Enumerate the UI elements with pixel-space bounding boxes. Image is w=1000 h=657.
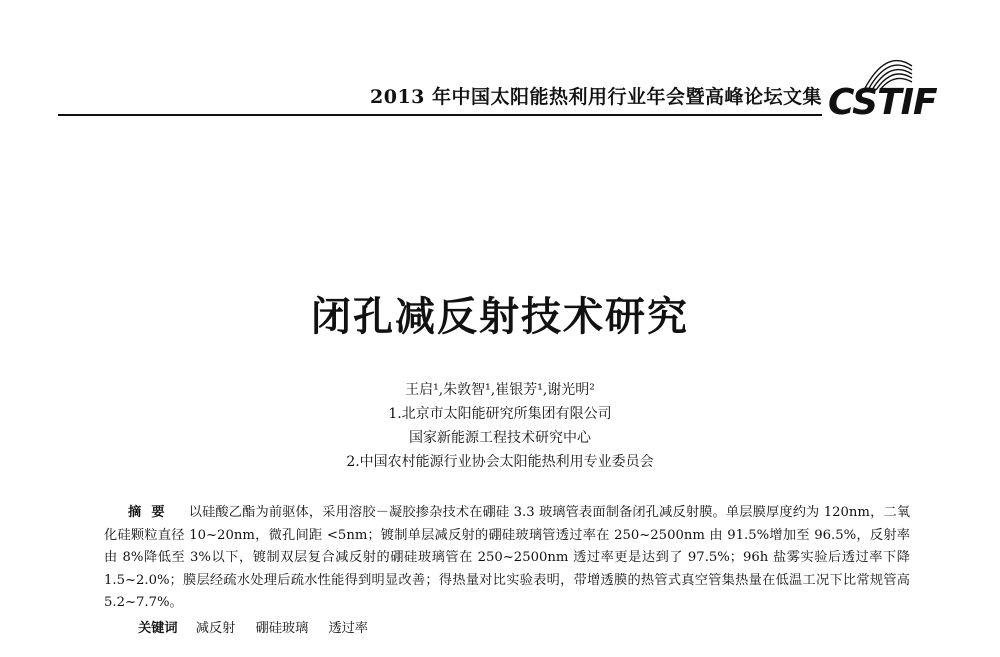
keywords-label: 关键词 — [138, 621, 178, 636]
proceedings-title: 2013 年中国太阳能热利用行业年会暨高峰论坛文集 — [370, 86, 822, 108]
cstif-logo — [826, 52, 956, 124]
keyword-item: 减反射 — [195, 621, 236, 636]
keyword-item: 硼硅玻璃 — [255, 621, 309, 636]
authors: 王启¹,朱敦智¹,崔银芳¹,谢光明² — [405, 382, 595, 398]
abstract-label: 摘要 — [128, 505, 175, 520]
affiliation-1: 1.北京市太阳能研究所集团有限公司 — [388, 406, 612, 422]
abstract — [104, 502, 910, 615]
keyword-item: 透过率 — [328, 621, 369, 636]
logo-text: CSTIF — [828, 82, 937, 123]
affiliation-3: 2.中国农村能源行业协会太阳能热利用专业委员会 — [346, 454, 654, 470]
header-rule — [58, 114, 822, 116]
paper-title: 闭孔减反射技术研究 — [311, 293, 689, 340]
keywords — [138, 617, 384, 636]
abstract-text: 以硅酸乙酯为前驱体，采用溶胶－凝胶掺杂技术在硼硅 3.3 玻璃管表面制备闭孔减反射膜。单层膜厚度约为 120nm，二氧化硅颗粒直径 10~20nm，微孔间距 <5nm；镀制单层减反射的硼硅玻璃管透过率在 250~2500nm 由 91.5%增加至 96.5%，反射率由 8%降低至 3%以下，镀制双层复合减反射的硼硅玻璃管在 250~2500nm 透过率更是达到了 97.5%；96h 盐雾实验后透过率下降 1.5~2.0%；膜层经疏水处理后疏水性能得到明显改善；得热量对比实验表明，带增透膜的热管式真空管集热量在低温工况下比常规管高 5.2~7.7%。 — [104, 505, 911, 610]
affiliation-2: 国家新能源工程技术研究中心 — [409, 430, 591, 446]
